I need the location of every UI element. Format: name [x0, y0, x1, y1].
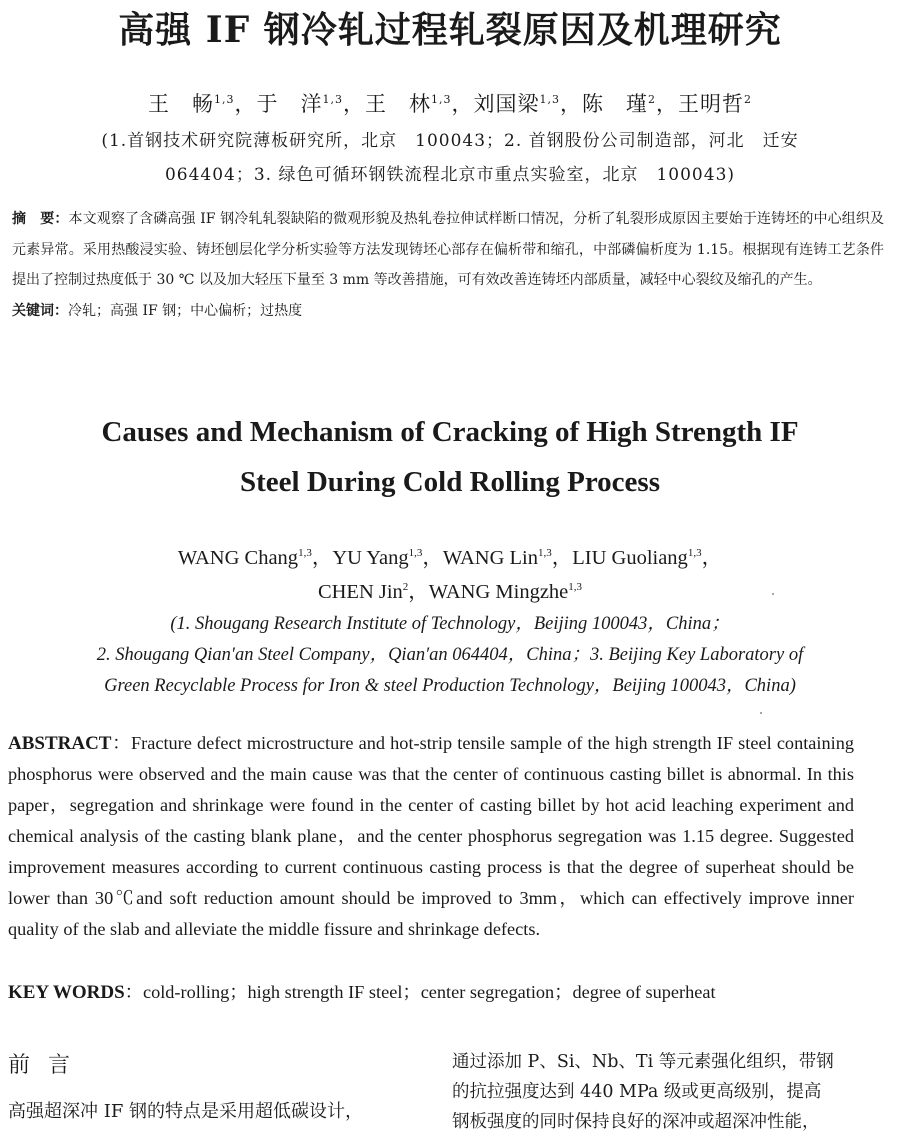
keywords-cn-label: 关键词： — [12, 302, 68, 319]
author-name-en: WANG Chang — [177, 547, 299, 569]
author-separator: ， — [408, 581, 429, 603]
keywords-en-text: ：cold-rolling；high strength IF steel；center segregation；degree of superheat — [124, 982, 716, 1002]
intro-right-column — [452, 1047, 898, 1137]
author-name-en: YU Yang — [332, 547, 409, 569]
abstract-en-label: ABSTRACT — [8, 733, 112, 754]
intro-left-paragraph: 高强超深冲 IF 钢的特点是采用超低碳设计， — [8, 1101, 364, 1122]
author-name-cn: 刘国梁 — [473, 92, 540, 116]
author-list-en-line-2 — [0, 574, 900, 604]
author-name-en: CHEN Jin — [317, 581, 403, 603]
intro-left-column — [8, 1048, 428, 1127]
author-separator: ， — [560, 92, 582, 116]
author-list-cn — [0, 88, 900, 118]
author-separator: ， — [451, 92, 474, 116]
keywords-cn-text: 冷轧；高强 IF 钢；中心偏析；过热度 — [68, 302, 303, 319]
paper-title-en-line-2: Steel During Cold Rolling Process — [240, 466, 660, 498]
author-list-en-line-1 — [0, 540, 900, 570]
abstract-en — [8, 728, 854, 945]
author-affiliation-mark: 1,3 — [568, 581, 583, 594]
author-affiliation-mark: 1,3 — [408, 547, 423, 560]
author-separator: ， — [656, 92, 678, 116]
author-separator: ， — [551, 547, 573, 569]
author-affiliation-mark: 2 — [744, 93, 752, 106]
author-name-en: WANG Mingzhe — [428, 581, 569, 603]
author-name-en: WANG Lin — [442, 547, 538, 569]
author-name-cn: 陈 瑾 — [582, 92, 648, 116]
author-name-cn: 王 林 — [365, 92, 431, 116]
scan-speck — [760, 712, 762, 714]
affiliation-en-line-2: 2. Shougang Qian′an Steel Company，Qian′an 064404，China；3. Beijing Key Laboratory of — [96, 645, 804, 665]
intro-heading: 前言 — [8, 1053, 89, 1078]
abstract-cn — [12, 204, 884, 326]
author-affiliation-mark: 2 — [402, 581, 409, 594]
author-name-cn: 王明哲 — [678, 92, 744, 116]
affiliation-en-line-1: (1. Shougang Research Institute of Technology，Beijing 100043，China； — [170, 614, 730, 634]
intro-right-line: 通过添加 P、Si、Nb、Ti 等元素强化组织，带钢 — [452, 1052, 834, 1072]
author-separator: ， — [343, 92, 365, 116]
author-affiliation-mark: 1,3 — [298, 547, 312, 560]
author-separator: ， — [422, 547, 443, 569]
affiliation-cn-line-2: 064404；3. 绿色可循环钢铁流程北京市重点实验室，北京 100043) — [164, 165, 736, 185]
author-separator: ， — [234, 92, 257, 116]
keywords-en-label: KEY WORDS — [8, 982, 125, 1003]
affiliation-en-line-3: Green Recyclable Process for Iron & steel Production Technology，Beijing 100043，China) — [104, 676, 796, 696]
abstract-cn-label: 摘 要： — [12, 211, 69, 227]
author-affiliation-mark: 1,3 — [537, 547, 552, 560]
author-affiliation-mark: 1,3 — [322, 93, 343, 106]
intro-right-line: 钢板强度的同时保持良好的深冲或超深冲性能， — [452, 1112, 820, 1132]
affiliation-cn-line-1: (1.首钢技术研究院薄板研究所，北京 100043；2. 首钢股份公司制造部，河北 迁安 — [101, 131, 799, 151]
author-affiliation-mark: 1,3 — [214, 93, 235, 106]
author-name-en: LIU Guoliang — [572, 547, 688, 569]
author-separator: ， — [311, 547, 333, 569]
author-affiliation-mark: 1,3 — [431, 93, 452, 106]
abstract-en-text: ：Fracture defect microstructure and hot-strip tensile sample of the high strength IF steel containing phosphorus were observed and the main cause was that the center of continuous casting billet is abnormal. In this paper，segregation and shrinkage were found in the center of casting billet by hot acid leaching experiment and chemical analysis of the casting blank plane，and the center phosphorus segregation was 1.15 degree. Suggested improvement measures according to current continuous casting process is that the degree of superheat should be lower than 30℃and soft reduction amount should be improved to 3mm，which can effectively improve inner quality of the slab and alleviate the middle fissure and shrinkage defects. — [8, 733, 854, 939]
author-name-cn: 于 洋 — [256, 92, 323, 116]
author-affiliation-mark: 1,3 — [687, 547, 702, 560]
paper-title-en-line-1: Causes and Mechanism of Cracking of High Strength IF — [101, 416, 799, 448]
abstract-cn-text: 本文观察了含磷高强 IF 钢冷轧轧裂缺陷的微观形貌及热轧卷拉伸试样断口情况，分析了轧裂形成原因主要始于连铸坯的中心组织及元素异常。采用热酸浸实验、铸坯刨层化学分析实验等方法发现铸坯心部存在偏析带和缩孔，中部磷偏析度为 1.15。根据现有连铸工艺条件提出了控制过热度低于 30 ℃ 以及加大轻压下量至 3 mm 等改善措施，可有效改善连铸坯内部质量，减轻中心裂纹及缩孔的产生。 — [12, 211, 884, 288]
scan-speck — [772, 593, 774, 595]
author-affiliation-mark: 1,3 — [539, 93, 560, 106]
paper-title-cn: 高强 IF 钢冷轧过程轧裂原因及机理研究 — [118, 9, 782, 51]
intro-right-line: 的抗拉强度达到 440 MPa 级或更高级别，提高 — [452, 1082, 822, 1102]
keywords-en — [8, 978, 868, 1004]
author-separator: ， — [701, 547, 723, 569]
author-affiliation-mark: 2 — [648, 93, 656, 106]
author-name-cn: 王 畅 — [148, 92, 214, 116]
